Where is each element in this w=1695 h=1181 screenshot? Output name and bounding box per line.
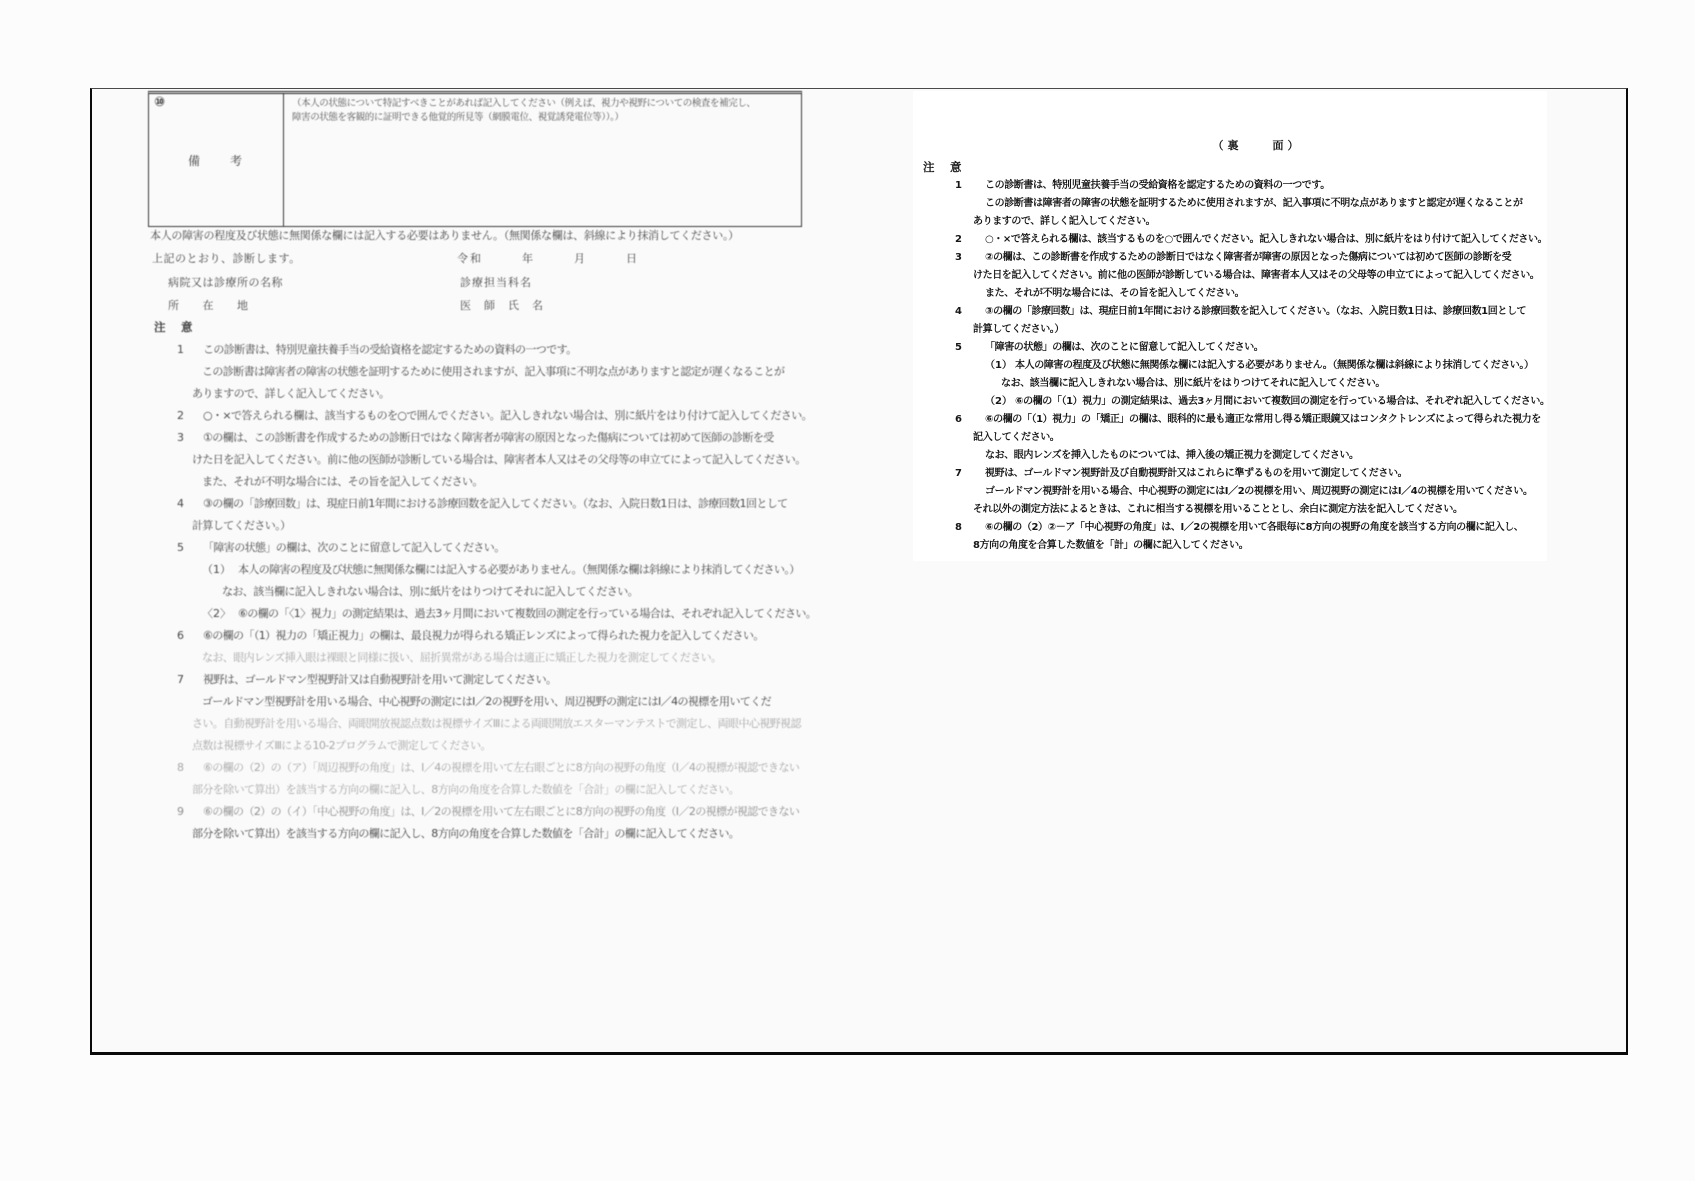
- note-line: [913, 393, 1550, 411]
- note-text: ⑥の欄の（2）の（ア）「周辺視野の角度」は、Ⅰ／4の視標を用いて左右眼ごとに8方向の視野の角度（Ⅰ／4の視標が視認できない: [203, 761, 800, 774]
- note-text: ありますので、詳しく記入してください。: [973, 216, 1156, 227]
- note-text: 部分を除いて算出）を該当する方向の欄に記入し、8方向の角度を合算した数値を「合計」の欄に記入してください。: [192, 827, 740, 840]
- note-line: [92, 735, 858, 757]
- note-text: 本人の障害の程度及び状態に無関係な欄には記入する必要がありません。（無関係な欄は斜線により抹消してください。）: [1015, 360, 1534, 371]
- note-text: ②の欄は、この診断書を作成するための診断日ではなく障害者が障害の原因となった傷病については初めて医師の診断を受: [985, 252, 1512, 263]
- note-number: 4: [955, 306, 962, 317]
- note-number: 3: [955, 252, 962, 263]
- note-number: 6: [955, 414, 962, 425]
- note-line: [92, 471, 858, 493]
- note-text: この診断書は障害者の障害の状態を証明するために使用されますが、記入事項に不明な点がありますと認定が遅くなることが: [202, 365, 785, 378]
- note-text: ①の欄は、この診断書を作成するための診断日ではなく障害者が障害の原因となった傷病については初めて医師の診断を受: [203, 431, 774, 444]
- note-text: ○・×で答えられる欄は、該当するものを○で囲んでください。記入しきれない場合は、別に紙片をはり付けて記入してください。: [203, 409, 813, 422]
- note-line: [913, 519, 1547, 537]
- note-text: また、それが不明な場合には、その旨を記入してください。: [985, 288, 1245, 299]
- note-line: [92, 493, 858, 515]
- note-text: ⑥の欄の「（1）視力」の「矯正」の欄は、眼科的に最も適正な常用し得る矯正眼鏡又はコンタクトレンズによって得られた視力を: [985, 414, 1541, 425]
- note-text: 「障害の状態」の欄は、次のことに留意して記入してください。: [203, 541, 505, 554]
- note-line: [913, 339, 1547, 357]
- note-line: [92, 427, 858, 449]
- note-text: けた日を記入してください。前に他の医師が診断している場合は、障害者本人又はその父母等の申立てによって記入してください。: [973, 270, 1540, 281]
- note-number: 5: [177, 541, 184, 554]
- note-line: [92, 603, 858, 625]
- remarks-label: 備 考: [187, 154, 244, 168]
- disclaimer-text: 本人の障害の程度及び状態に無関係な欄には記入する必要はありません。（無関係な欄は、斜線により抹消してください。）: [150, 229, 739, 242]
- note-line: [913, 411, 1547, 429]
- note-text: ⑥の欄の（2）②－ア「中心視野の角度」は、Ⅰ／2の視標を用いて各眼毎に8方向の視野の角度を該当する方向の欄に記入し、: [985, 522, 1524, 533]
- note-text: ⑥の欄の（2）の（イ）「中心視野の角度」は、Ⅰ／2の視標を用いて左右眼ごとに8方向の視野の角度（Ⅰ／2の視標が視認できない: [203, 805, 800, 818]
- item-number-badge: ⑩: [154, 95, 166, 110]
- note-line: [92, 405, 858, 427]
- note-text: なお、該当欄に記入しきれない場合は、別に紙片をはりつけてそれに記入してください。: [1001, 378, 1385, 389]
- doctor-name-label: 医 師 氏 名: [460, 299, 544, 312]
- note-number: （1）: [202, 563, 231, 576]
- back-page-header: （裏 面）: [1212, 139, 1303, 152]
- note-text: ありますので、詳しく記入してください。: [192, 387, 390, 400]
- note-line: [913, 285, 1547, 303]
- note-text: ⑥の欄の「（1）視力の「矯正視力」の欄は、最良視力が得られる矯正レンズによって得られた視力を記入してください。: [203, 629, 764, 642]
- page-right: [858, 88, 1628, 1055]
- note-text: ○・×で答えられる欄は、該当するものを○で囲んでください。記入しきれない場合は、別に紙片をはり付けて記入してください。: [985, 234, 1548, 245]
- note-line: [92, 449, 858, 471]
- note-line: [913, 429, 1547, 447]
- note-number: 3: [177, 431, 184, 444]
- note-line: [913, 375, 1547, 393]
- note-line: [92, 625, 858, 647]
- note-text: （本人の状態について特記すべきことがあれば記入してください（例えば、視力や視野についての検査を補完し、: [292, 98, 756, 109]
- remarks-note-cell: [285, 94, 801, 226]
- note-number: （1）: [985, 360, 1012, 371]
- note-line: [913, 483, 1547, 501]
- note-line: [292, 111, 794, 125]
- note-text: 8方向の角度を合算した数値を「計」の欄に記入してください。: [973, 540, 1249, 551]
- note-text: 計算してください。）: [192, 519, 291, 532]
- note-line: [913, 465, 1547, 483]
- note-text: ③の欄の「診療回数」は、現症日前1年間における診療回数を記入してください。（なお、入院日数1日は、診療回数1回として: [203, 497, 788, 510]
- note-text: また、それが不明な場合には、その旨を記入してください。: [202, 475, 483, 488]
- note-text: なお、該当欄に記入しきれない場合は、別に紙片をはりつけてそれに記入してください。: [222, 585, 638, 598]
- note-text: 点数は視標サイズⅢによる10-2プログラムで測定してください。: [192, 739, 491, 752]
- note-text: この診断書は、特別児童扶養手当の受給資格を認定するための資料の一つです。: [985, 180, 1330, 191]
- department-label: 診療担当科名: [460, 276, 532, 289]
- note-number: 5: [955, 342, 962, 353]
- note-line: [92, 647, 858, 669]
- note-text: さい。自動視野計を用いる場合、両眼開放視認点数は視標サイズⅢによる両眼開放エスターマンテストで測定し、両眼中心視野視認: [192, 717, 801, 730]
- address-label: 所 在 地: [168, 299, 249, 312]
- note-line: [913, 501, 1547, 519]
- note-number: 1: [955, 180, 962, 191]
- note-number: 9: [177, 805, 184, 818]
- note-number: 2: [177, 409, 184, 422]
- back-page-scan: [913, 91, 1550, 561]
- note-line: [92, 361, 858, 383]
- note-text: ③の欄の「診療回数」は、現症日前1年間における診療回数を記入してください。（なお、入院日数1日は、診療回数1回として: [985, 306, 1527, 317]
- note-number: 6: [177, 629, 184, 642]
- notes-title-left: 注 意: [154, 320, 195, 334]
- note-number: 4: [177, 497, 184, 510]
- notes-title-right: 注 意: [923, 160, 964, 174]
- note-text: なお、眼内レンズ挿入眼は裸眼と同様に扱い、屈折異常がある場合は適正に矯正した視力を測定してください。: [202, 651, 722, 664]
- note-text: それ以外の測定方法によるときは、これに相当する視標を用いることとし、余白に測定方法を記入してください。: [973, 504, 1463, 515]
- note-text: 計算してください。）: [973, 324, 1064, 335]
- remarks-table: [148, 91, 802, 227]
- note-text: なお、眼内レンズを挿入したものについては、挿入後の矯正視力を測定してください。: [985, 450, 1359, 461]
- note-text: 部分を除いて算出）を該当する方向の欄に記入し、8方向の角度を合算した数値を「合計」の欄に記入してください。: [192, 783, 740, 796]
- note-line: [913, 321, 1547, 339]
- note-text: この診断書は、特別児童扶養手当の受給資格を認定するための資料の一つです。: [203, 343, 577, 356]
- note-number: 1: [177, 343, 184, 356]
- note-number: （2）: [985, 396, 1012, 407]
- note-text: この診断書は障害者の障害の状態を証明するために使用されますが、記入事項に不明な点がありますと認定が遅くなることが: [985, 198, 1523, 209]
- note-text: ⑥の欄の「（1）視力」の測定結果は、過去3ヶ月間において複数回の測定を行っている場合は、それぞれ記入してください。: [1015, 396, 1550, 407]
- note-text: 障害の状態を客観的に証明できる他覚的所見等（網膜電位、視覚誘発電位等））。）: [292, 112, 624, 123]
- note-text: ゴールドマン視野計を用いる場合、中心視野の測定にはⅠ／2の視標を用い、周辺視野の測定にはⅠ／4の視標を用いてください。: [985, 486, 1533, 497]
- note-line: [913, 195, 1547, 213]
- page-left: [90, 88, 860, 1055]
- note-number: 〈2〉: [202, 607, 231, 620]
- note-line: [92, 669, 858, 691]
- remarks-label-cell: [149, 94, 284, 226]
- note-number: 7: [955, 468, 962, 479]
- notes-list-left: [92, 339, 858, 845]
- hospital-name-label: 病院又は診療所の名称: [168, 276, 283, 289]
- note-line: [913, 213, 1547, 231]
- note-line: [913, 303, 1547, 321]
- page-left-content: [92, 89, 858, 1052]
- note-line: [913, 267, 1547, 285]
- note-text: 記入してください。: [973, 432, 1060, 443]
- note-text: 本人の障害の程度及び状態に無関係な欄には記入する必要がありません。（無関係な欄は斜線により抹消してください。）: [238, 563, 800, 576]
- notes-list-right: [913, 177, 1550, 555]
- note-line: [92, 383, 858, 405]
- note-text: ⑥の欄の「〈1〉視力」の測定結果は、過去3ヶ月間において複数回の測定を行っている場合は、それぞれ記入してください。: [238, 607, 817, 620]
- note-line: [913, 537, 1547, 555]
- note-line: [92, 801, 858, 823]
- note-line: [913, 231, 1547, 249]
- page-right-content: [858, 89, 1626, 1052]
- note-number: 8: [955, 522, 962, 533]
- note-line: [92, 757, 858, 779]
- note-line: [92, 537, 858, 559]
- note-text: 「障害の状態」の欄は、次のことに留意して記入してください。: [985, 342, 1264, 353]
- note-line: [92, 713, 858, 735]
- note-number: 7: [177, 673, 184, 686]
- attestation-text: 上記のとおり、診断します。: [152, 252, 301, 265]
- note-number: 8: [177, 761, 184, 774]
- note-line: [913, 177, 1547, 195]
- note-line: [913, 249, 1547, 267]
- note-line: [92, 559, 858, 581]
- note-line: [92, 581, 858, 603]
- note-text: けた日を記入してください。前に他の医師が診断している場合は、障害者本人又はその父母等の申立てによって記入してください。: [192, 453, 806, 466]
- note-line: [92, 823, 858, 845]
- note-line: [913, 447, 1547, 465]
- note-number: 2: [955, 234, 962, 245]
- note-line: [292, 97, 794, 111]
- note-text: 視野は、ゴールドマン視野計及び自動視野計又はこれらに準ずるものを用いて測定してください。: [985, 468, 1408, 479]
- note-line: [92, 515, 858, 537]
- note-line: [913, 357, 1547, 375]
- note-text: 視野は、ゴールドマン型視野計又は自動視野計を用いて測定してください。: [203, 673, 557, 686]
- note-line: [92, 339, 858, 361]
- note-line: [92, 779, 858, 801]
- note-line: [92, 691, 858, 713]
- note-text: ゴールドマン型視野計を用いる場合、中心視野の測定にはⅠ／2の視野を用い、周辺視野の測定にはⅠ／4の視標を用いてくだ: [202, 695, 772, 708]
- date-era-label: 令和 年 月 日: [457, 252, 639, 265]
